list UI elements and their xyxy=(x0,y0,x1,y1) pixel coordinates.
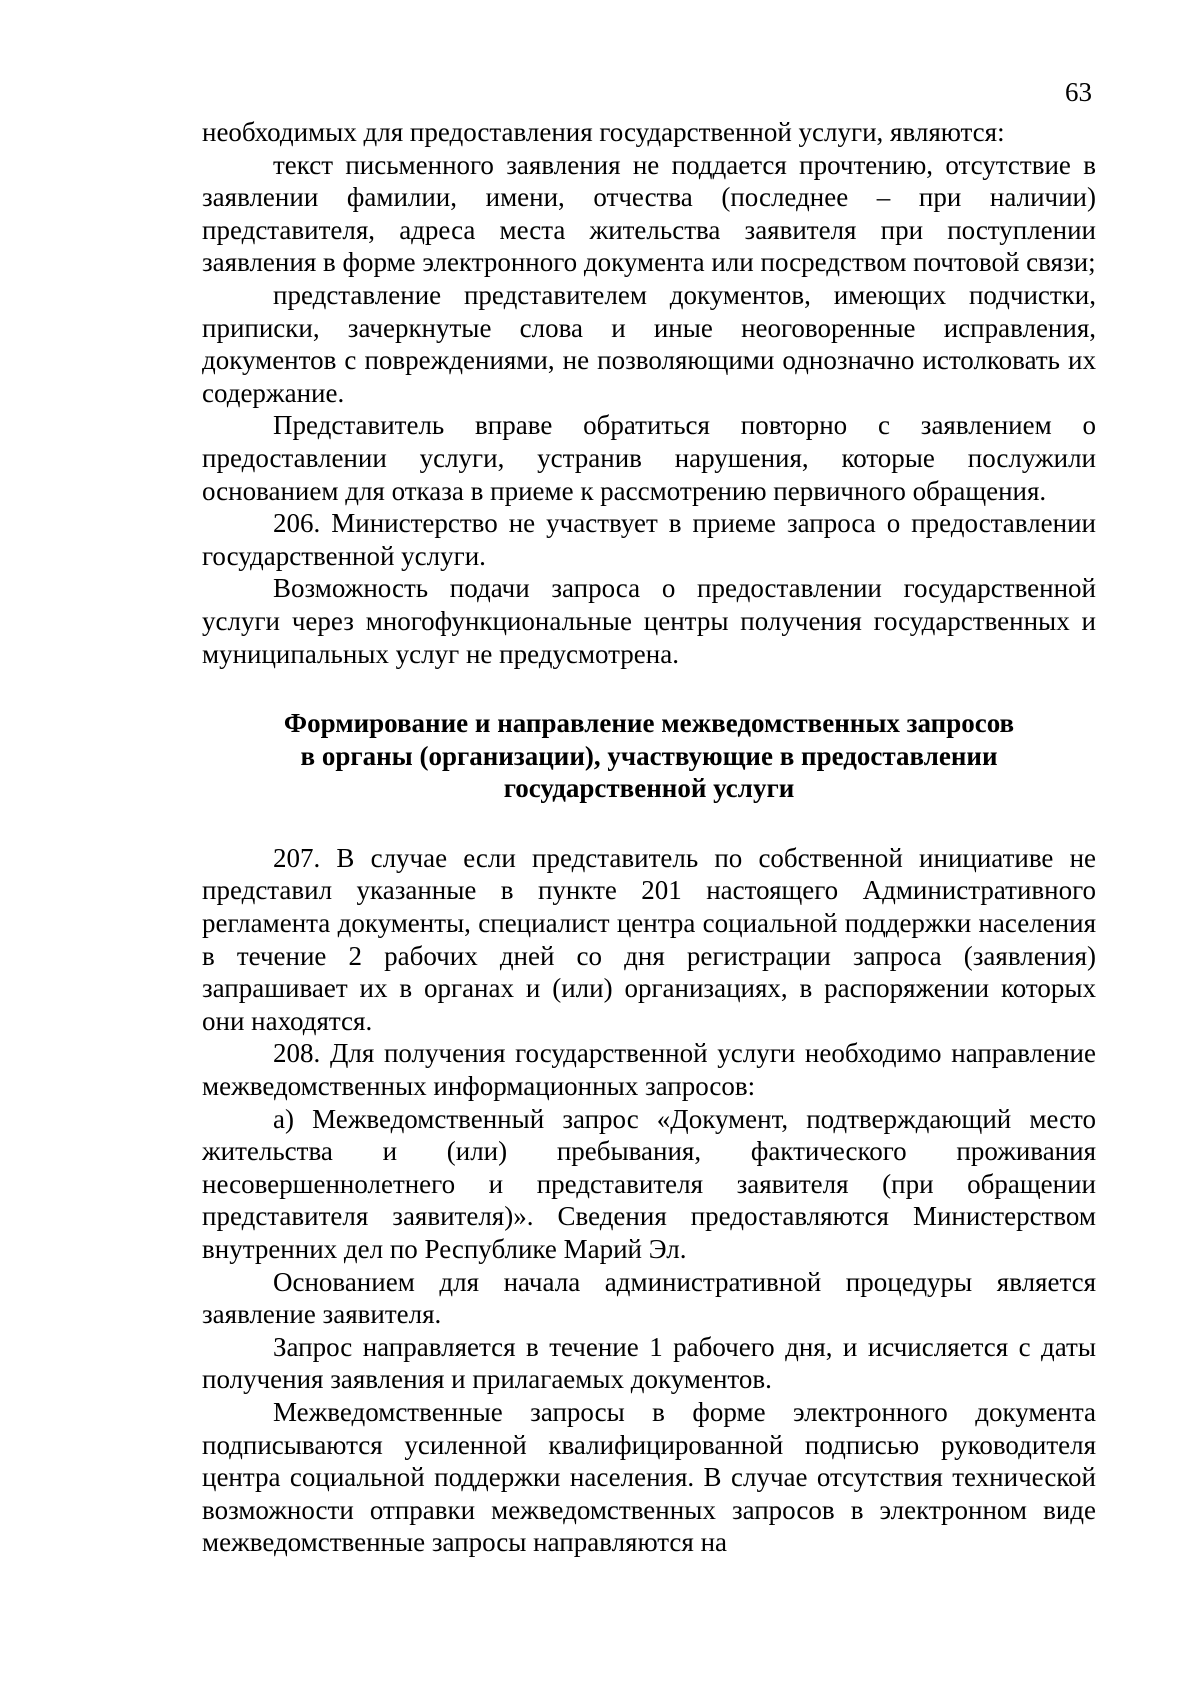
paragraph-206: 206. Министерство не участвует в приеме запроса о предоставлении государственной услуги. xyxy=(202,508,1096,571)
paragraph-mfc: Возможность подачи запроса о предоставлении государственной услуги через многофункциональные центры получения государственных и муниципальных услуг не предусмотрена. xyxy=(202,573,1096,669)
section-heading-line: Формирование и направление межведомственных запросов xyxy=(283,708,1015,739)
paragraph-208: 208. Для получения государственной услуги необходимо направление межведомственных информационных запросов: xyxy=(202,1038,1096,1102)
section-heading-line: в органы (организации), участвующие в предоставлении xyxy=(300,740,998,771)
paragraph-illegible-application: текст письменного заявления не поддается прочтению, отсутствие в заявлении фамилии, имени, отчества (последнее – при наличии) представителя, адреса места жительства заявителя при поступлении заявления в форме электронного документа или посредством почтовой связи; xyxy=(202,149,1096,278)
document-body xyxy=(202,116,1096,1559)
paragraph-208-a: а) Межведомственный запрос «Документ, подтверждающий место жительства и (или) пребывания, фактического проживания несовершеннолетнего и представителя заявителя (при обращении представителя заявителя)». Сведения предоставляются Министерством внутренних дел по Республике Марий Эл. xyxy=(202,1103,1096,1264)
section-heading xyxy=(202,707,1096,805)
paragraph-request-term: Запрос направляется в течение 1 рабочего дня, и исчисляется с даты получения заявления и прилагаемых документов. xyxy=(202,1331,1096,1395)
paragraph-207: 207. В случае если представитель по собственной инициативе не представил указанные в пункте 201 настоящего Административного регламента документы, специалист центра социальной поддержки населения в течение 2 рабочих дней со дня регистрации запроса (заявления) запрашивает их в органах и (или) организациях, в распоряжении которых они находятся. xyxy=(202,842,1096,1036)
paragraph-repeat-application: Представитель вправе обратиться повторно с заявлением о предоставлении услуги, устранив нарушения, которые послужили основанием для отказа в приеме к рассмотрению первичного обращения. xyxy=(202,410,1096,506)
paragraph-electronic-requests: Межведомственные запросы в форме электронного документа подписываются усиленной квалифицированной подписью руководителя центра социальной поддержки населения. В случае отсутствия технической возможности отправки межведомственных запросов в электронном виде межведомственные запросы направляются на xyxy=(202,1396,1096,1558)
paragraph-damaged-documents: представление представителем документов, имеющих подчистки, приписки, зачеркнутые слова и иные неоговоренные исправления, документов с повреждениями, не позволяющими однозначно истолковать их содержание. xyxy=(202,279,1096,408)
paragraph-procedure-basis: Основанием для начала административной процедуры является заявление заявителя. xyxy=(202,1266,1096,1330)
section-heading-line: государственной услуги xyxy=(503,773,795,804)
page-number: 63 xyxy=(1065,77,1092,107)
paragraph-continuation: необходимых для предоставления государственной услуги, являются: xyxy=(202,117,1005,147)
